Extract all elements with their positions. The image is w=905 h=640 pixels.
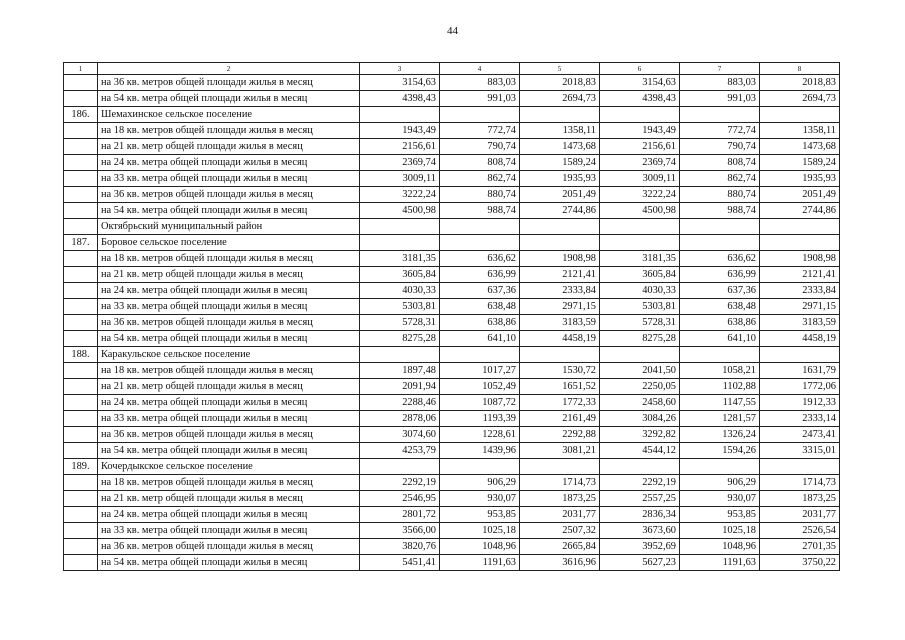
- value-cell: 988,74: [440, 203, 520, 219]
- value-cell: 2971,15: [520, 299, 600, 315]
- table-row: [64, 379, 840, 395]
- area-description: на 24 кв. метра общей площади жилья в месяц: [98, 283, 360, 299]
- value-cell: 1281,57: [680, 411, 760, 427]
- row-number: [64, 475, 98, 491]
- value-cell: 1439,96: [440, 443, 520, 459]
- value-cell: 991,03: [680, 91, 760, 107]
- area-description: на 21 кв. метр общей площади жилья в месяц: [98, 379, 360, 395]
- value-cell: 1772,33: [520, 395, 600, 411]
- value-cell: 5303,81: [600, 299, 680, 315]
- value-cell: 2546,95: [360, 491, 440, 507]
- row-number: [64, 283, 98, 299]
- table-row: [64, 283, 840, 299]
- table-row: [64, 75, 840, 91]
- row-number: [64, 363, 98, 379]
- row-number: [64, 427, 98, 443]
- value-cell: [520, 459, 600, 475]
- value-cell: 2156,61: [360, 139, 440, 155]
- value-cell: 883,03: [440, 75, 520, 91]
- value-cell: [520, 235, 600, 251]
- area-description: на 54 кв. метра общей площади жилья в месяц: [98, 91, 360, 107]
- value-cell: [760, 235, 840, 251]
- table-row: [64, 411, 840, 427]
- value-cell: 790,74: [680, 139, 760, 155]
- value-cell: [520, 107, 600, 123]
- row-number: [64, 75, 98, 91]
- table-row: [64, 539, 840, 555]
- value-cell: [360, 459, 440, 475]
- value-cell: 1908,98: [520, 251, 600, 267]
- value-cell: 880,74: [440, 187, 520, 203]
- value-cell: 808,74: [440, 155, 520, 171]
- area-description: на 33 кв. метра общей площади жилья в месяц: [98, 171, 360, 187]
- value-cell: 1935,93: [760, 171, 840, 187]
- value-cell: 1102,88: [680, 379, 760, 395]
- value-cell: 2031,77: [760, 507, 840, 523]
- value-cell: 2557,25: [600, 491, 680, 507]
- value-cell: 906,29: [440, 475, 520, 491]
- area-description: на 36 кв. метров общей площади жилья в месяц: [98, 187, 360, 203]
- value-cell: 991,03: [440, 91, 520, 107]
- area-description: на 54 кв. метра общей площади жилья в месяц: [98, 203, 360, 219]
- value-cell: 3820,76: [360, 539, 440, 555]
- value-cell: 1908,98: [760, 251, 840, 267]
- value-cell: 637,36: [440, 283, 520, 299]
- value-cell: 2018,83: [760, 75, 840, 91]
- row-number: [64, 219, 98, 235]
- value-cell: 3605,84: [600, 267, 680, 283]
- value-cell: 2018,83: [520, 75, 600, 91]
- value-cell: 2091,94: [360, 379, 440, 395]
- value-cell: 4030,33: [600, 283, 680, 299]
- value-cell: 2031,77: [520, 507, 600, 523]
- value-cell: 1912,33: [760, 395, 840, 411]
- value-cell: [520, 219, 600, 235]
- row-number: 189.: [64, 459, 98, 475]
- value-cell: 1473,68: [760, 139, 840, 155]
- value-cell: 3181,35: [360, 251, 440, 267]
- value-cell: [440, 107, 520, 123]
- value-cell: 4253,79: [360, 443, 440, 459]
- value-cell: 4544,12: [600, 443, 680, 459]
- value-cell: 3750,22: [760, 555, 840, 571]
- settlement-name: Октябрьский муниципальный район: [98, 219, 360, 235]
- value-cell: [360, 235, 440, 251]
- value-cell: 2333,84: [520, 283, 600, 299]
- value-cell: 636,62: [680, 251, 760, 267]
- value-cell: 772,74: [440, 123, 520, 139]
- value-cell: 2121,41: [520, 267, 600, 283]
- value-cell: 1228,61: [440, 427, 520, 443]
- value-cell: 1714,73: [520, 475, 600, 491]
- value-cell: 2041,50: [600, 363, 680, 379]
- table-row: [64, 91, 840, 107]
- row-number: [64, 395, 98, 411]
- value-cell: 3084,26: [600, 411, 680, 427]
- value-cell: 1017,27: [440, 363, 520, 379]
- value-cell: 3952,69: [600, 539, 680, 555]
- value-cell: 3183,59: [520, 315, 600, 331]
- column-number: 1: [64, 63, 98, 75]
- value-cell: 1358,11: [520, 123, 600, 139]
- value-cell: 5728,31: [600, 315, 680, 331]
- value-cell: 1594,26: [680, 443, 760, 459]
- value-cell: 636,99: [440, 267, 520, 283]
- value-cell: 880,74: [680, 187, 760, 203]
- row-number: 186.: [64, 107, 98, 123]
- value-cell: 2526,54: [760, 523, 840, 539]
- value-cell: 2701,35: [760, 539, 840, 555]
- area-description: на 54 кв. метра общей площади жилья в месяц: [98, 555, 360, 571]
- area-description: на 33 кв. метра общей площади жилья в месяц: [98, 523, 360, 539]
- table-row: [64, 251, 840, 267]
- value-cell: 2744,86: [520, 203, 600, 219]
- value-cell: 1714,73: [760, 475, 840, 491]
- value-cell: 1191,63: [440, 555, 520, 571]
- value-cell: 1025,18: [680, 523, 760, 539]
- row-number: [64, 491, 98, 507]
- area-description: на 18 кв. метров общей площади жилья в месяц: [98, 123, 360, 139]
- value-cell: 5728,31: [360, 315, 440, 331]
- value-cell: 8275,28: [360, 331, 440, 347]
- value-cell: 1087,72: [440, 395, 520, 411]
- section-row: [64, 347, 840, 363]
- table-row: [64, 443, 840, 459]
- value-cell: 2694,73: [520, 91, 600, 107]
- value-cell: [440, 235, 520, 251]
- row-number: [64, 379, 98, 395]
- row-number: [64, 91, 98, 107]
- area-description: на 54 кв. метра общей площади жилья в месяц: [98, 331, 360, 347]
- value-cell: 5303,81: [360, 299, 440, 315]
- table-row: [64, 203, 840, 219]
- value-cell: 3222,24: [360, 187, 440, 203]
- row-number: [64, 523, 98, 539]
- value-cell: 2836,34: [600, 507, 680, 523]
- value-cell: 1147,55: [680, 395, 760, 411]
- area-description: на 21 кв. метр общей площади жилья в месяц: [98, 139, 360, 155]
- value-cell: 2333,14: [760, 411, 840, 427]
- page-number: 44: [447, 25, 458, 37]
- value-cell: 2288,46: [360, 395, 440, 411]
- section-row: [64, 459, 840, 475]
- row-number: [64, 203, 98, 219]
- area-description: на 36 кв. метров общей площади жилья в месяц: [98, 315, 360, 331]
- value-cell: 3154,63: [600, 75, 680, 91]
- value-cell: 2292,19: [600, 475, 680, 491]
- column-number: 4: [440, 63, 520, 75]
- area-description: на 24 кв. метра общей площади жилья в месяц: [98, 507, 360, 523]
- area-description: на 33 кв. метра общей площади жилья в месяц: [98, 299, 360, 315]
- table-row: [64, 331, 840, 347]
- table-row: [64, 363, 840, 379]
- value-cell: 2051,49: [760, 187, 840, 203]
- table-row: [64, 315, 840, 331]
- area-description: на 24 кв. метра общей площади жилья в месяц: [98, 155, 360, 171]
- column-number: 6: [600, 63, 680, 75]
- value-cell: 930,07: [440, 491, 520, 507]
- value-cell: [680, 219, 760, 235]
- value-cell: 1772,06: [760, 379, 840, 395]
- row-number: [64, 555, 98, 571]
- value-cell: 4500,98: [360, 203, 440, 219]
- value-cell: 2744,86: [760, 203, 840, 219]
- table-row: [64, 491, 840, 507]
- table-row: [64, 123, 840, 139]
- area-description: на 36 кв. метров общей площади жилья в месяц: [98, 75, 360, 91]
- row-number: [64, 123, 98, 139]
- value-cell: 1473,68: [520, 139, 600, 155]
- value-cell: 1326,24: [680, 427, 760, 443]
- value-cell: 862,74: [440, 171, 520, 187]
- value-cell: [360, 107, 440, 123]
- tariff-table: [63, 62, 840, 571]
- table-body: [64, 75, 840, 571]
- area-description: на 33 кв. метра общей площади жилья в месяц: [98, 411, 360, 427]
- table-row: [64, 267, 840, 283]
- settlement-name: Каракульское сельское поселение: [98, 347, 360, 363]
- table-row: [64, 155, 840, 171]
- value-cell: 1589,24: [760, 155, 840, 171]
- value-cell: 1530,72: [520, 363, 600, 379]
- column-number-row: [64, 63, 840, 75]
- value-cell: 808,74: [680, 155, 760, 171]
- value-cell: 2051,49: [520, 187, 600, 203]
- value-cell: 1943,49: [600, 123, 680, 139]
- area-description: на 21 кв. метр общей площади жилья в месяц: [98, 491, 360, 507]
- column-number: 5: [520, 63, 600, 75]
- value-cell: 2292,19: [360, 475, 440, 491]
- value-cell: 1048,96: [680, 539, 760, 555]
- value-cell: 1025,18: [440, 523, 520, 539]
- value-cell: 4030,33: [360, 283, 440, 299]
- area-description: на 54 кв. метра общей площади жилья в месяц: [98, 443, 360, 459]
- value-cell: [600, 107, 680, 123]
- value-cell: 1943,49: [360, 123, 440, 139]
- column-number: 3: [360, 63, 440, 75]
- value-cell: 4500,98: [600, 203, 680, 219]
- value-cell: 2333,84: [760, 283, 840, 299]
- value-cell: 638,48: [440, 299, 520, 315]
- value-cell: 1048,96: [440, 539, 520, 555]
- value-cell: 3605,84: [360, 267, 440, 283]
- column-number: 8: [760, 63, 840, 75]
- value-cell: 3566,00: [360, 523, 440, 539]
- value-cell: 641,10: [440, 331, 520, 347]
- table-row: [64, 475, 840, 491]
- area-description: на 24 кв. метра общей площади жилья в месяц: [98, 395, 360, 411]
- row-number: [64, 299, 98, 315]
- value-cell: [760, 219, 840, 235]
- row-number: [64, 171, 98, 187]
- value-cell: [360, 219, 440, 235]
- value-cell: 641,10: [680, 331, 760, 347]
- value-cell: 3616,96: [520, 555, 600, 571]
- row-number: 188.: [64, 347, 98, 363]
- value-cell: 638,86: [440, 315, 520, 331]
- row-number: [64, 155, 98, 171]
- value-cell: [440, 219, 520, 235]
- value-cell: 790,74: [440, 139, 520, 155]
- row-number: [64, 267, 98, 283]
- table-row: [64, 555, 840, 571]
- value-cell: 1052,49: [440, 379, 520, 395]
- value-cell: [600, 219, 680, 235]
- value-cell: [360, 347, 440, 363]
- value-cell: 2369,74: [360, 155, 440, 171]
- value-cell: 2971,15: [760, 299, 840, 315]
- value-cell: 2121,41: [760, 267, 840, 283]
- value-cell: [600, 459, 680, 475]
- section-row: [64, 219, 840, 235]
- area-description: на 21 кв. метр общей площади жилья в месяц: [98, 267, 360, 283]
- row-number: [64, 443, 98, 459]
- value-cell: 3673,60: [600, 523, 680, 539]
- value-cell: 636,99: [680, 267, 760, 283]
- table-row: [64, 427, 840, 443]
- row-number: [64, 139, 98, 155]
- value-cell: 3183,59: [760, 315, 840, 331]
- value-cell: 637,36: [680, 283, 760, 299]
- value-cell: 2801,72: [360, 507, 440, 523]
- value-cell: [440, 347, 520, 363]
- value-cell: 4398,43: [600, 91, 680, 107]
- settlement-name: Кочердыкское сельское поселение: [98, 459, 360, 475]
- value-cell: 8275,28: [600, 331, 680, 347]
- value-cell: 883,03: [680, 75, 760, 91]
- row-number: [64, 411, 98, 427]
- value-cell: [600, 235, 680, 251]
- value-cell: 1651,52: [520, 379, 600, 395]
- value-cell: 2156,61: [600, 139, 680, 155]
- value-cell: 1873,25: [520, 491, 600, 507]
- table-row: [64, 187, 840, 203]
- value-cell: [760, 107, 840, 123]
- value-cell: 772,74: [680, 123, 760, 139]
- value-cell: [440, 459, 520, 475]
- value-cell: 2473,41: [760, 427, 840, 443]
- value-cell: 1358,11: [760, 123, 840, 139]
- value-cell: 3081,21: [520, 443, 600, 459]
- value-cell: 1631,79: [760, 363, 840, 379]
- row-number: [64, 507, 98, 523]
- table-row: [64, 523, 840, 539]
- value-cell: 3009,11: [600, 171, 680, 187]
- value-cell: 930,07: [680, 491, 760, 507]
- value-cell: 953,85: [440, 507, 520, 523]
- value-cell: 2507,32: [520, 523, 600, 539]
- table-row: [64, 299, 840, 315]
- value-cell: 2250,05: [600, 379, 680, 395]
- value-cell: 4458,19: [520, 331, 600, 347]
- value-cell: 1897,48: [360, 363, 440, 379]
- table-row: [64, 395, 840, 411]
- row-number: [64, 539, 98, 555]
- value-cell: [680, 107, 760, 123]
- value-cell: 3074,60: [360, 427, 440, 443]
- value-cell: 2878,06: [360, 411, 440, 427]
- value-cell: 638,48: [680, 299, 760, 315]
- value-cell: 5627,23: [600, 555, 680, 571]
- value-cell: [680, 235, 760, 251]
- value-cell: 1058,21: [680, 363, 760, 379]
- column-number: 7: [680, 63, 760, 75]
- value-cell: [680, 459, 760, 475]
- value-cell: 3181,35: [600, 251, 680, 267]
- area-description: на 18 кв. метров общей площади жилья в месяц: [98, 475, 360, 491]
- value-cell: 862,74: [680, 171, 760, 187]
- value-cell: 3315,01: [760, 443, 840, 459]
- value-cell: 3009,11: [360, 171, 440, 187]
- value-cell: 3292,82: [600, 427, 680, 443]
- area-description: на 18 кв. метров общей площади жилья в месяц: [98, 363, 360, 379]
- section-row: [64, 107, 840, 123]
- value-cell: 4458,19: [760, 331, 840, 347]
- value-cell: [520, 347, 600, 363]
- value-cell: 5451,41: [360, 555, 440, 571]
- row-number: [64, 315, 98, 331]
- value-cell: 636,62: [440, 251, 520, 267]
- value-cell: 1193,39: [440, 411, 520, 427]
- value-cell: 2369,74: [600, 155, 680, 171]
- value-cell: 2694,73: [760, 91, 840, 107]
- table-row: [64, 507, 840, 523]
- value-cell: [680, 347, 760, 363]
- row-number: [64, 187, 98, 203]
- value-cell: 638,86: [680, 315, 760, 331]
- value-cell: 1589,24: [520, 155, 600, 171]
- value-cell: 988,74: [680, 203, 760, 219]
- area-description: на 36 кв. метров общей площади жилья в месяц: [98, 539, 360, 555]
- value-cell: 906,29: [680, 475, 760, 491]
- value-cell: 2665,84: [520, 539, 600, 555]
- area-description: на 36 кв. метров общей площади жилья в месяц: [98, 427, 360, 443]
- settlement-name: Шемахинское сельское поселение: [98, 107, 360, 123]
- settlement-name: Боровое сельское поселение: [98, 235, 360, 251]
- value-cell: [600, 347, 680, 363]
- value-cell: 1873,25: [760, 491, 840, 507]
- area-description: на 18 кв. метров общей площади жилья в месяц: [98, 251, 360, 267]
- value-cell: 2292,88: [520, 427, 600, 443]
- section-row: [64, 235, 840, 251]
- column-number: 2: [98, 63, 360, 75]
- value-cell: [760, 459, 840, 475]
- row-number: [64, 331, 98, 347]
- value-cell: 953,85: [680, 507, 760, 523]
- value-cell: 2161,49: [520, 411, 600, 427]
- value-cell: 2458,60: [600, 395, 680, 411]
- value-cell: 1191,63: [680, 555, 760, 571]
- value-cell: 4398,43: [360, 91, 440, 107]
- row-number: [64, 251, 98, 267]
- row-number: 187.: [64, 235, 98, 251]
- value-cell: [760, 347, 840, 363]
- value-cell: 3154,63: [360, 75, 440, 91]
- table-row: [64, 171, 840, 187]
- table-row: [64, 139, 840, 155]
- value-cell: 1935,93: [520, 171, 600, 187]
- value-cell: 3222,24: [600, 187, 680, 203]
